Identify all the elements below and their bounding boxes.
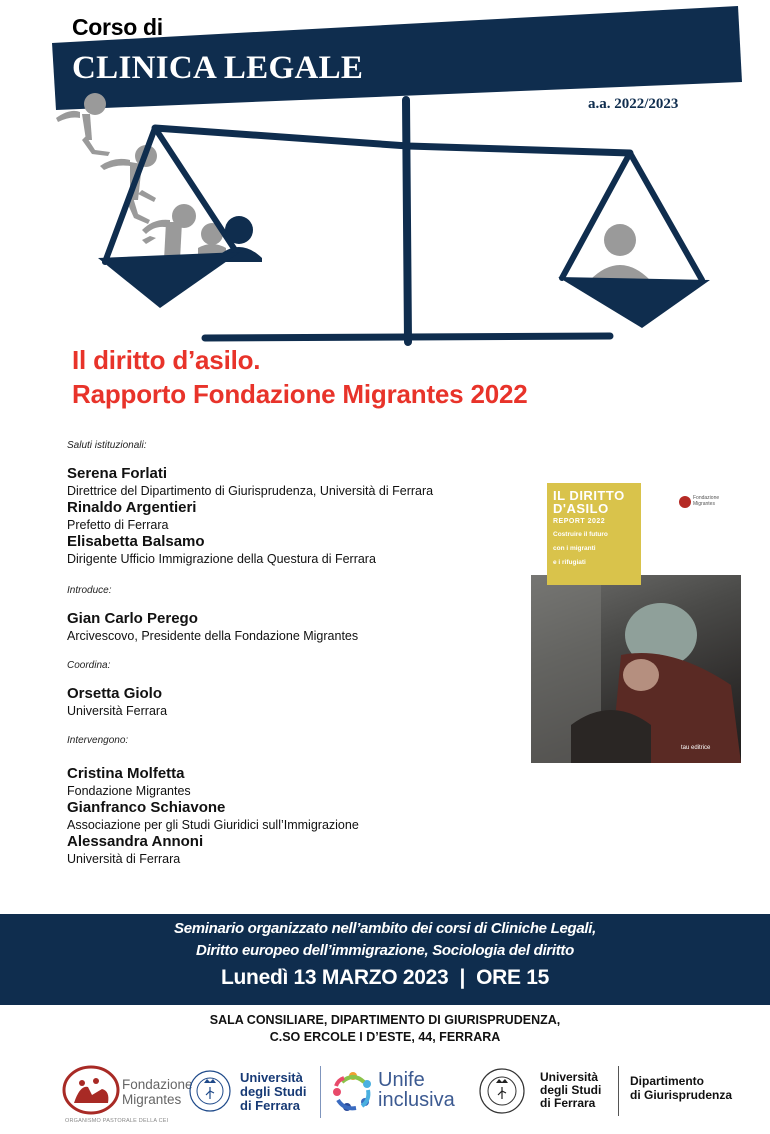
speaker-name: Elisabetta Balsamo (67, 533, 205, 550)
section-label-saluti: Saluti istituzionali: (67, 440, 147, 451)
speaker-name: Gianfranco Schiavone (67, 799, 226, 816)
speaker-role: Prefetto di Ferrara (67, 518, 169, 532)
speakers-program (67, 439, 517, 867)
speaker-name: Cristina Molfetta (67, 765, 185, 782)
location-line1: SALA CONSILIARE, DIPARTIMENTO DI GIURISPRUDENZA, (209, 1013, 561, 1027)
dipartimento-giurisprudenza-logo: Dipartimento di Giurisprudenza (630, 1074, 733, 1102)
unife-logo-2: Università degli Studi di Ferrara (478, 1065, 618, 1125)
book-cover-image (531, 475, 741, 763)
section-label-introduce: Introduce: (67, 585, 112, 596)
speaker-role: Arcivescovo, Presidente della Fondazione Migrantes (67, 629, 359, 643)
partner-logos (0, 1060, 770, 1130)
falling-figures-icon (56, 93, 226, 260)
logo-divider (320, 1066, 321, 1118)
fondazione-emblem-icon (62, 1065, 120, 1115)
unife-inclusiva-logo: Unife inclusiva (332, 1068, 472, 1118)
book-publisher: tau editrice (681, 745, 711, 751)
unife-seal-icon (188, 1069, 232, 1113)
location-line2: C.SO ERCOLE I D’ESTE, 44, FERRARA (269, 1030, 501, 1044)
seminar-description-line2: Diritto europeo dell’immigrazione, Sociologia del diritto (196, 942, 574, 959)
fondazione-migrantes-logo: Fondazione Migrantes ORGANISMO PASTORALE DELLA CEI (52, 1060, 182, 1130)
speaker-name: Orsetta Giolo (67, 685, 163, 702)
course-prefix: Corso di (72, 14, 163, 40)
unife-logo: Università degli Studi di Ferrara (188, 1065, 318, 1125)
logo-divider (618, 1066, 619, 1116)
academic-year: a.a. 2022/2023 (588, 96, 679, 112)
unife-seal-icon (478, 1067, 526, 1115)
book-cover-photo (531, 575, 741, 763)
speaker-role: Università Ferrara (67, 704, 168, 718)
section-label-intervengono: Intervengono: (67, 735, 129, 746)
section-label-coordina: Coordina: (67, 660, 111, 671)
course-title: CLINICA LEGALE (72, 50, 364, 86)
event-title-line1: Il diritto d’asilo. (72, 345, 261, 375)
speaker-name: Serena Forlati (67, 465, 168, 482)
speaker-role: Università di Ferrara (67, 852, 181, 866)
event-location (0, 1012, 770, 1046)
seminar-banner (0, 914, 770, 1005)
scale-of-justice-illustration (50, 90, 750, 350)
speaker-role: Fondazione Migrantes (67, 784, 191, 798)
seminar-description-line1: Seminario organizzato nell’ambito dei corsi di Cliniche Legali, (173, 920, 597, 937)
speaker-role: Associazione per gli Studi Giuridici sull’Immigrazione (67, 818, 359, 832)
speaker-name: Rinaldo Argentieri (67, 499, 197, 516)
event-title (72, 343, 528, 411)
inclusiva-people-circle-icon (332, 1070, 374, 1112)
event-date-time: Lunedì 13 MARZO 2023 | ORE 15 (220, 966, 549, 989)
speaker-role: Dirigente Ufficio Immigrazione della Questura di Ferrara (67, 552, 376, 566)
speaker-name: Gian Carlo Perego (67, 610, 198, 627)
book-fondazione-logo: Fondazione Migrantes (679, 495, 733, 517)
speaker-name: Alessandra Annoni (67, 833, 204, 850)
event-title-line2: Rapporto Fondazione Migrantes 2022 (72, 379, 528, 409)
book-title-block: IL DIRITTO D'ASILO REPORT 2022 Costruire il futuro con i migranti e i rifugiati (547, 483, 641, 585)
speaker-role: Direttrice del Dipartimento di Giurisprudenza, Università di Ferrara (67, 484, 434, 498)
fondazione-mark-icon (679, 495, 691, 509)
